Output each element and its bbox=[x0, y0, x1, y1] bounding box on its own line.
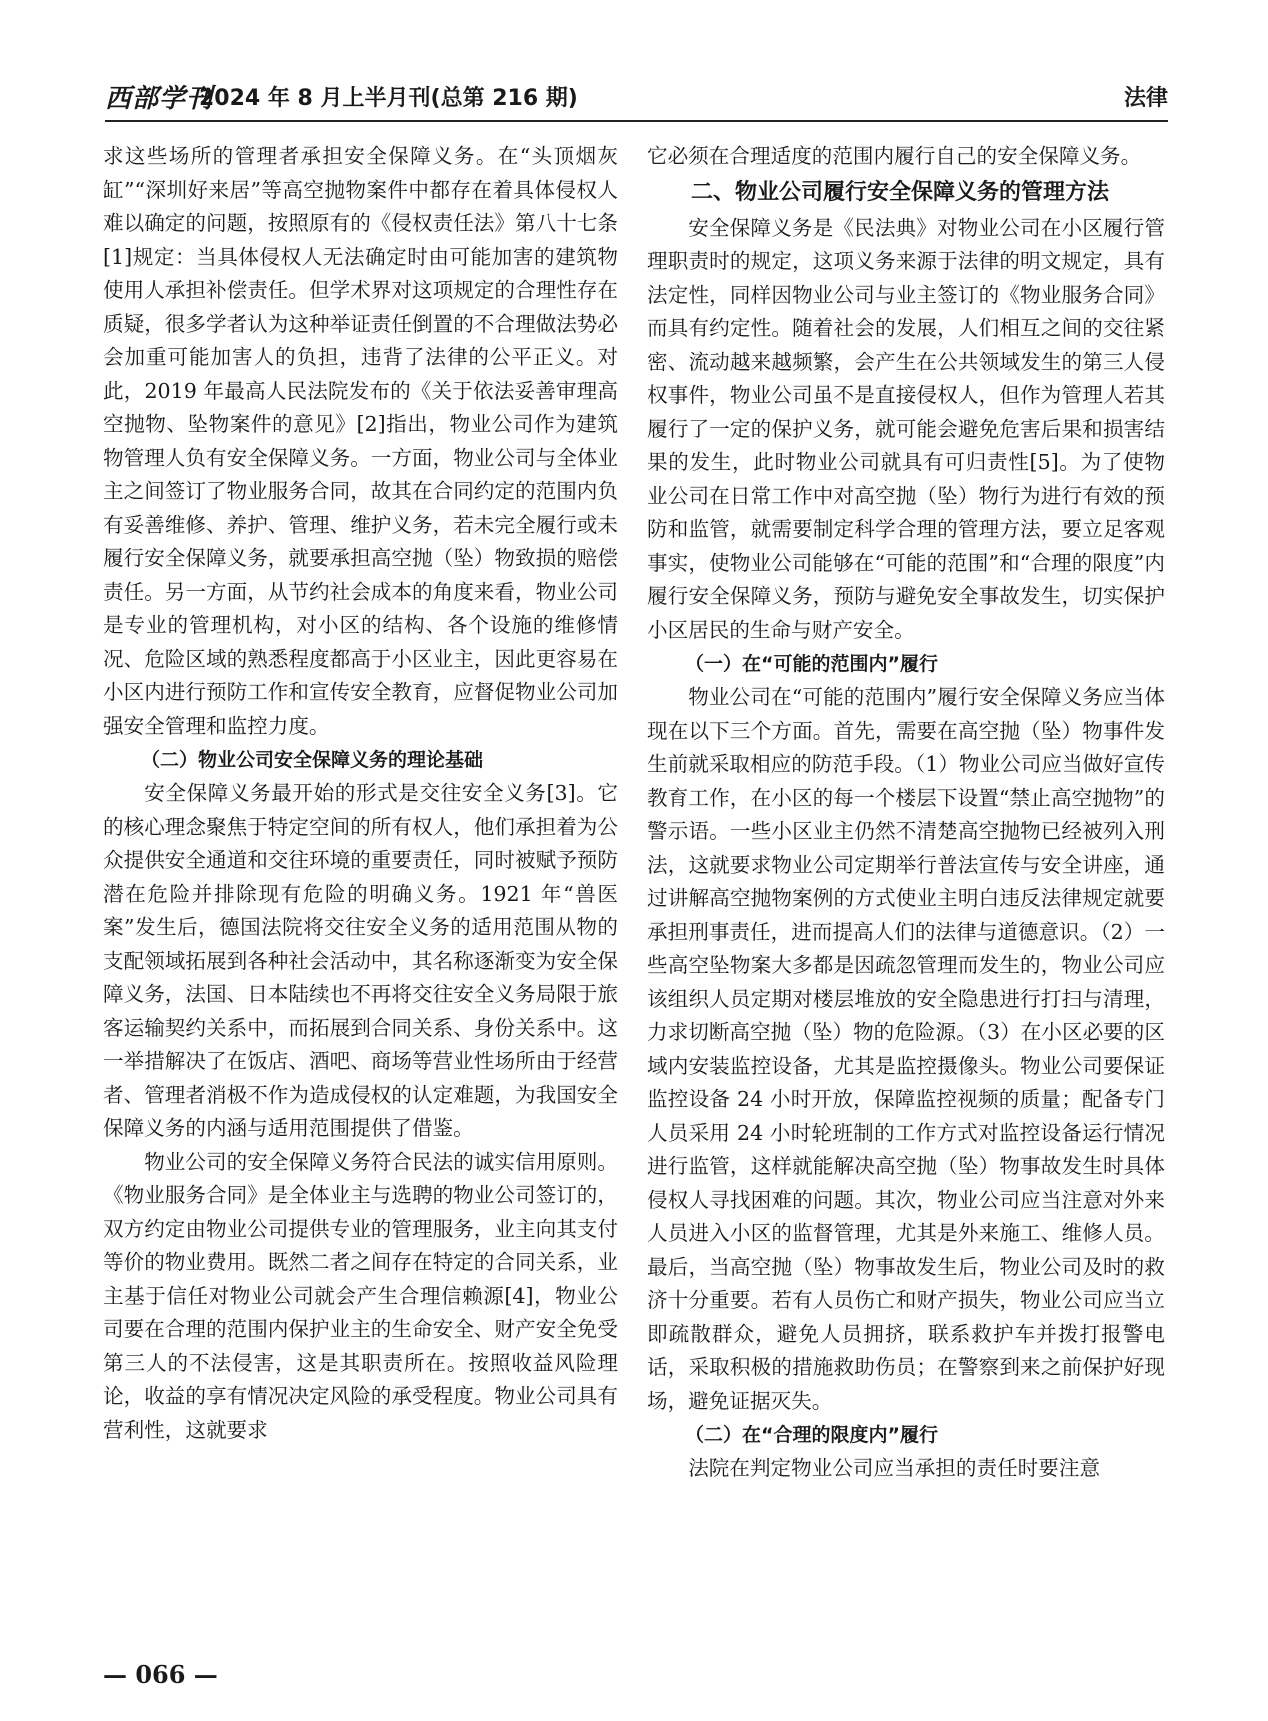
paragraph: 安全保障义务是《民法典》对物业公司在小区履行管理职责时的规定，这项义务来源于法律的明文规定，具有法定性，同样因物业公司与业主签订的《物业服务合同》而具有约定性。随着社会的发展，人们相互之间的交往紧密、流动越来越频繁，会产生在公共领域发生的第三人侵权事件，物业公司虽不是直接侵权人，但作为管理人若其履行了一定的保护义务，就可能会避免危害后果和损害结果的发生，此时物业公司就具有可归责性[5]。为了使物业公司在日常工作中对高空抛（坠）物行为进行有效的预防和监管，就需要制定科学合理的管理方法，要立足客观事实，使物业公司能够在“可能的范围”和“合理的限度”内履行安全保障义务，预防与避免安全事故发生，切实保护小区居民的生命与财产安全。 bbox=[647, 215, 1165, 642]
left-column bbox=[103, 140, 618, 1447]
right-column bbox=[647, 140, 1165, 1486]
paragraph: 物业公司在“可能的范围内”履行安全保障义务应当体现在以下三个方面。首先，需要在高空抛（坠）物事件发生前就采取相应的防范手段。（1）物业公司应当做好宣传教育工作，在小区的每一个楼层下设置“禁止高空抛物”的警示语。一些小区业主仍然不清楚高空抛物已经被列入刑法，这就要求物业公司定期举行普法宣传与安全讲座，通过讲解高空抛物案例的方式使业主明白违反法律规定就要承担刑事责任，进而提高人们的法律与道德意识。（2）一些高空坠物案大多都是因疏忽管理而发生的，物业公司应该组织人员定期对楼层堆放的安全隐患进行打扫与清理，力求切断高空抛（坠）物的危险源。（3）在小区必要的区域内安装监控设备，尤其是监控摄像头。物业公司要保证监控设备 24 小时开放，保障监控视频的质量；配备专门人员采用 24 小时轮班制的工作方式对监控设备运行情况进行监管，这样就能解决高空抛（坠）物事故发生时具体侵权人寻找困难的问题。其次，物业公司应当注意对外来人员进入小区的监督管理，尤其是外来施工、维修人员。最后，当高空抛（坠）物事故发生后，物业公司及时的救济十分重要。若有人员伤亡和财产损失，物业公司应当立即疏散群众，避免人员拥挤，联系救护车并拨打报警电话，采取积极的措施救助伤员；在警察到来之前保护好现场，避免证据灭失。 bbox=[647, 685, 1165, 1413]
header-rule bbox=[105, 120, 1168, 122]
page-number: — 066 — bbox=[103, 1660, 218, 1689]
subheading-limit: （二）在“合理的限度内”履行 bbox=[685, 1424, 938, 1446]
journal-logo: 西部学刊 bbox=[105, 84, 214, 114]
paragraph: 它必须在合理适度的范围内履行自己的安全保障义务。 bbox=[647, 144, 1142, 168]
subheading-scope: （一）在“可能的范围内”履行 bbox=[685, 653, 938, 675]
section-label: 法律 bbox=[1123, 86, 1168, 111]
journal-issue: 2024 年 8 月上半月刊(总第 216 期) bbox=[199, 86, 578, 111]
paragraph: 物业公司的安全保障义务符合民法的诚实信用原则。《物业服务合同》是全体业主与选聘的物业公司签订的，双方约定由物业公司提供专业的管理服务，业主向其支付等价的物业费用。既然二者之间存在特定的合同关系，业主基于信任对物业公司就会产生合理信赖源[4]，物业公司要在合理的范围内保护业主的生命安全、财产安全免受第三人的不法侵害，这是其职责所在。按照收益风险理论，收益的享有情况决定风险的承受程度。物业公司具有营利性，这就要求 bbox=[103, 1149, 618, 1442]
section-heading: 二、物业公司履行安全保障义务的管理方法 bbox=[691, 179, 1110, 205]
paragraph: 求这些场所的管理者承担安全保障义务。在“头顶烟灰缸”“深圳好来居”等高空抛物案件中都存在着具体侵权人难以确定的问题，按照原有的《侵权责任法》第八十七条[1]规定：当具体侵权人无法确定时由可能加害的建筑物使用人承担补偿责任。但学术界对这项规定的合理性存在质疑，很多学者认为这种举证责任倒置的不合理做法势必会加重可能加害人的负担，违背了法律的公平正义。对此，2019 年最高人民法院发布的《关于依法妥善审理高空抛物、坠物案件的意见》[2]指出，物业公司作为建筑物管理人负有安全保障义务。一方面，物业公司与全体业主之间签订了物业服务合同，故其在合同约定的范围内负有妥善维修、养护、管理、维护义务，若未完全履行或未履行安全保障义务，就要承担高空抛（坠）物致损的赔偿责任。另一方面，从节约社会成本的角度来看，物业公司是专业的管理机构，对小区的结构、各个设施的维修情况、危险区域的熟悉程度都高于小区业主，因此更容易在小区内进行预防工作和宣传安全教育，应督促物业公司加强安全管理和监控力度。 bbox=[103, 144, 618, 738]
page-header bbox=[105, 82, 1168, 116]
paragraph: 安全保障义务最开始的形式是交往安全义务[3]。它的核心理念聚焦于特定空间的所有权人，他们承担着为公众提供安全通道和交往环境的重要责任，同时被赋予预防潜在危险并排除现有危险的明确义务。1921 年“兽医案”发生后，德国法院将交往安全义务的适用范围从物的支配领域拓展到各种社会活动中，其名称逐渐变为安全保障义务，法国、日本陆续也不再将交往安全义务局限于旅客运输契约关系中，而拓展到合同关系、身份关系中。这一举措解决了在饭店、酒吧、商场等营业性场所由于经营者、管理者消极不作为造成侵权的认定难题，为我国安全保障义务的内涵与适用范围提供了借鉴。 bbox=[103, 781, 618, 1140]
subheading-theory: （二）物业公司安全保障义务的理论基础 bbox=[141, 749, 484, 771]
paragraph: 法院在判定物业公司应当承担的责任时要注意 bbox=[688, 1456, 1101, 1480]
